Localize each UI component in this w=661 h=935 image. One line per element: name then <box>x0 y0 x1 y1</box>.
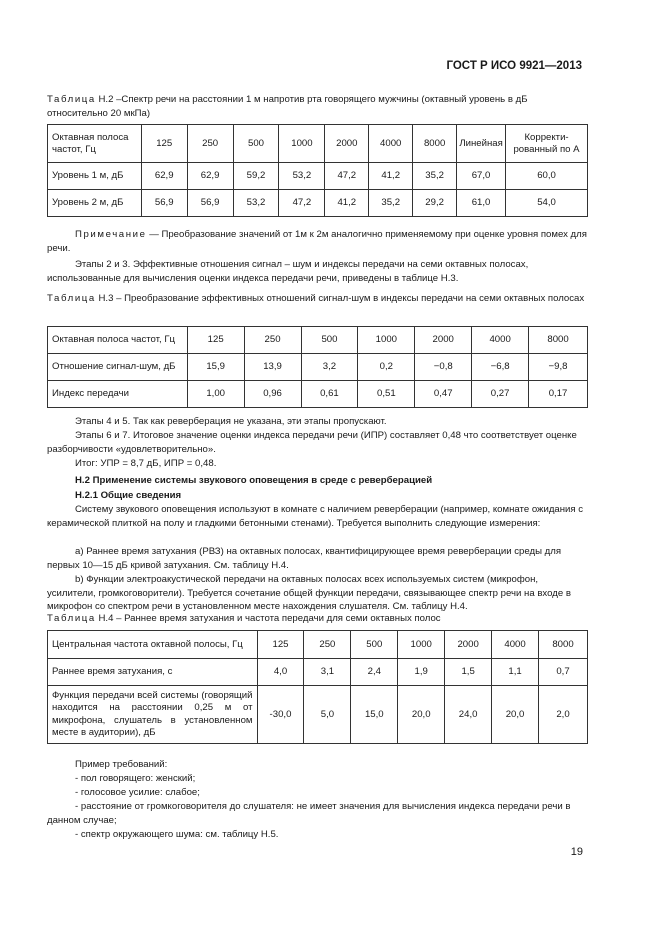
table-cell: 62,9 <box>141 163 187 190</box>
table-cell: 5,0 <box>304 686 351 744</box>
table-cell: 0,96 <box>244 381 301 408</box>
table-header-cell: Корректи-рованный по А <box>506 125 588 163</box>
note-label: Примечание <box>75 229 147 240</box>
table-h4-caption-text: Н.4 – Раннее время затухания и частота передачи для семи октавных полос <box>95 613 441 624</box>
table-header-cell: 8000 <box>413 125 457 163</box>
table-cell: 67,0 <box>457 163 506 190</box>
table-h3-header-row <box>48 327 588 354</box>
list-item: - голосовое усилие: слабое; <box>75 787 200 798</box>
table-h2-caption-text: Н.2 –Спектр речи на расстоянии 1 м напротив рта говорящего мужчины (октавный уровень в дБ относительно 20 мкПа) <box>47 94 528 119</box>
table-row <box>48 163 588 190</box>
table-cell: 29,2 <box>413 190 457 217</box>
table-header-cell: Октавная полоса частот, Гц <box>48 125 142 163</box>
page-number: 19 <box>570 846 583 858</box>
table-cell: 1,5 <box>445 659 492 686</box>
table-cell: Отношение сигнал-шум, дБ <box>48 354 188 381</box>
note-text: — Преобразование значений от 1м к 2м аналогично применяемому при оценке уровня помех для речи. <box>47 229 587 254</box>
table-cell: −0,8 <box>415 354 472 381</box>
table-header-cell: 2000 <box>415 327 472 354</box>
table-cell: Раннее время затухания, с <box>48 659 258 686</box>
table-h4-caption-prefix: Таблица <box>47 613 96 624</box>
table-cell: 4,0 <box>257 659 304 686</box>
table-cell: 41,2 <box>325 190 369 217</box>
paragraph-steps-2-3: Этапы 2 и 3. Эффективные отношения сигнал – шум и индексы передачи на семи октавных полосах, использованные для вычисления оценки индекса передачи речи, приведены в таблице Н.3. <box>47 259 529 284</box>
table-cell: 2,4 <box>351 659 398 686</box>
document-header: ГОСТ Р ИСО 9921—2013 <box>446 60 582 72</box>
table-cell: Уровень 2 м, дБ <box>48 190 142 217</box>
table-header-cell: 250 <box>244 327 301 354</box>
table-cell: 53,2 <box>233 190 279 217</box>
list-item: - пол говорящего: женский; <box>75 773 196 784</box>
table-cell: Индекс передачи <box>48 381 188 408</box>
table-header-cell: 2000 <box>325 125 369 163</box>
table-cell: 0,2 <box>358 354 415 381</box>
table-cell: 53,2 <box>279 163 325 190</box>
table-cell: 54,0 <box>506 190 588 217</box>
table-cell: 41,2 <box>369 163 413 190</box>
table-header-cell: 500 <box>233 125 279 163</box>
section-heading-h2: Н.2 Применение системы звукового оповещения в среде с реверберацией <box>75 475 433 486</box>
paragraph-steps-6-7: Этапы 6 и 7. Итоговое значение оценки индекса передачи речи (ИПР) составляет 0,48 что соответствует оценке разборчивости «удовлетворительно». <box>47 430 577 455</box>
table-cell: 56,9 <box>141 190 187 217</box>
table-cell: 1,1 <box>492 659 539 686</box>
table-header-cell: 500 <box>351 631 398 659</box>
table-row <box>48 381 588 408</box>
table-cell: 0,47 <box>415 381 472 408</box>
table-cell: 13,9 <box>244 354 301 381</box>
table-cell: Функция передачи всей системы (говорящий находится на расстоянии 0,25 м от микрофона, слушатель в установленном месте в аудитории), дБ <box>48 686 258 744</box>
table-h3-caption-text: Н.3 – Преобразование эффективных отношений сигнал-шум в индексы передачи на семи октавных полосах <box>95 293 585 304</box>
table-cell: 0,27 <box>472 381 529 408</box>
table-header-cell: 8000 <box>529 327 588 354</box>
requirements-title: Пример требований: <box>75 759 168 770</box>
table-cell: 20,0 <box>492 686 539 744</box>
table-header-cell: 500 <box>301 327 358 354</box>
table-cell: 15,9 <box>187 354 244 381</box>
table-cell: 61,0 <box>457 190 506 217</box>
table-cell: 56,9 <box>187 190 233 217</box>
table-cell: 1,00 <box>187 381 244 408</box>
table-header-cell: 250 <box>187 125 233 163</box>
result-line: Итог: УПР = 8,7 дБ, ИПР = 0,48. <box>75 458 217 469</box>
table-h3-caption <box>47 292 587 306</box>
table-h2-caption <box>47 93 587 120</box>
table-cell: 20,0 <box>398 686 445 744</box>
table-row <box>48 354 588 381</box>
table-h4 <box>47 630 588 744</box>
table-header-cell: 8000 <box>539 631 588 659</box>
table-h2-header-row <box>48 125 588 163</box>
table-cell: −9,8 <box>529 354 588 381</box>
table-cell: -30,0 <box>257 686 304 744</box>
table-header-cell: Линейная <box>457 125 506 163</box>
table-header-cell: 125 <box>141 125 187 163</box>
list-item-b: b) Функции электроакустической передачи на октавных полосах всех используемых систем (микрофон, усилители, громкоговорители). Требуется сочетание общей функции передачи, связывающее спектр речи на входе в микрофон со спектром речи в установленном месте нахождения слушателя. См. таблицу Н.4. <box>47 574 571 613</box>
table-cell: 0,17 <box>529 381 588 408</box>
table-header-cell: Центральная частота октавной полосы, Гц <box>48 631 258 659</box>
note <box>47 228 587 255</box>
table-cell: 3,1 <box>304 659 351 686</box>
table-header-cell: 125 <box>187 327 244 354</box>
table-header-cell: 4000 <box>369 125 413 163</box>
paragraph-steps-4-5: Этапы 4 и 5. Так как реверберация не указана, эти этапы пропускают. <box>75 416 387 427</box>
list-item-a: а) Раннее время затухания (РВЗ) на октавных полосах, квантифицирующее время реверберации среды для первых 10—15 дБ кривой затухания. См. таблицу Н.4. <box>47 546 562 571</box>
list-item: - спектр окружающего шума: см. таблицу Н.5. <box>75 829 279 840</box>
table-cell: 0,51 <box>358 381 415 408</box>
list-item: - расстояние от громкоговорителя до слушателя: не имеет значения для вычисления индекса передачи речи в данном случае; <box>47 801 571 826</box>
table-cell: 2,0 <box>539 686 588 744</box>
table-cell: 62,9 <box>187 163 233 190</box>
table-cell: 3,2 <box>301 354 358 381</box>
table-row <box>48 686 588 744</box>
table-cell: 1,9 <box>398 659 445 686</box>
table-cell: 35,2 <box>413 163 457 190</box>
table-header-cell: 4000 <box>492 631 539 659</box>
table-h4-header-row <box>48 631 588 659</box>
table-cell: 15,0 <box>351 686 398 744</box>
table-header-cell: 1000 <box>398 631 445 659</box>
table-header-cell: 250 <box>304 631 351 659</box>
table-cell: Уровень 1 м, дБ <box>48 163 142 190</box>
table-row <box>48 659 588 686</box>
table-h3-caption-prefix: Таблица <box>47 293 96 304</box>
table-header-cell: 4000 <box>472 327 529 354</box>
table-header-cell: Октавная полоса частот, Гц <box>48 327 188 354</box>
table-header-cell: 125 <box>257 631 304 659</box>
table-header-cell: 1000 <box>279 125 325 163</box>
table-cell: 60,0 <box>506 163 588 190</box>
subsection-heading-h21: Н.2.1 Общие сведения <box>75 490 182 501</box>
table-h3 <box>47 326 588 408</box>
table-header-cell: 1000 <box>358 327 415 354</box>
table-cell: 47,2 <box>279 190 325 217</box>
table-cell: 0,7 <box>539 659 588 686</box>
table-cell: 35,2 <box>369 190 413 217</box>
table-cell: 24,0 <box>445 686 492 744</box>
table-h2 <box>47 124 588 217</box>
table-h2-caption-prefix: Таблица <box>47 94 96 105</box>
table-header-cell: 2000 <box>445 631 492 659</box>
paragraph-system: Систему звукового оповещения используют в комнате с наличием реверберации (например, комнате ожидания с керамической плиткой на полу и гладкими бетонными стенами). Требуется выполнить следующие измерения: <box>47 504 584 529</box>
table-cell: 0,61 <box>301 381 358 408</box>
table-cell: 59,2 <box>233 163 279 190</box>
table-cell: 47,2 <box>325 163 369 190</box>
table-h4-caption <box>47 612 587 626</box>
table-cell: −6,8 <box>472 354 529 381</box>
table-row <box>48 190 588 217</box>
